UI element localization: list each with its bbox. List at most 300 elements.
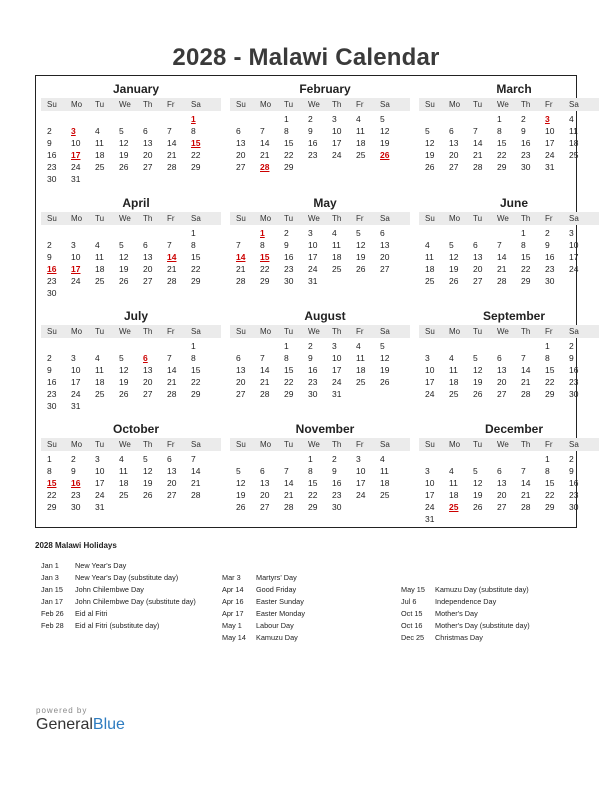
page-title: 2028 - Malawi Calendar <box>172 44 440 71</box>
holiday-item-date: Feb 26 <box>41 609 64 618</box>
day-cell: 22 <box>545 377 555 387</box>
day-cell: 7 <box>167 240 172 250</box>
holiday-item-date: May 15 <box>401 585 425 594</box>
day-cell <box>89 113 113 125</box>
day-cell: 10 <box>545 126 555 136</box>
weekday-label: Sa <box>380 440 390 449</box>
holiday-item-date: Oct 15 <box>401 609 423 618</box>
week-row <box>230 113 410 125</box>
holiday-item-name: Eid al Fitri (substitute day) <box>75 621 160 630</box>
day-cell <box>443 227 467 239</box>
week-row <box>41 453 221 465</box>
holiday-item-date: May 1 <box>222 621 242 630</box>
weekday-label: Th <box>521 100 531 109</box>
week-row <box>230 477 410 489</box>
day-cell: 3 <box>569 228 574 238</box>
week-row <box>41 364 221 376</box>
day-cell <box>467 113 491 125</box>
weekday-label: Tu <box>284 214 294 223</box>
weekday-label: Mo <box>71 327 83 336</box>
holiday-item-name: New Year's Day <box>75 561 127 570</box>
month-july <box>41 308 221 412</box>
day-cell: 1 <box>191 341 196 351</box>
day-cell: 14 <box>191 466 201 476</box>
day-cell: 16 <box>308 138 318 148</box>
day-cell: 16 <box>308 365 318 375</box>
day-cell: 12 <box>473 365 483 375</box>
week-row <box>41 239 221 251</box>
day-cell <box>419 113 443 125</box>
brand-tagline: powered by <box>36 706 88 715</box>
day-cell: 24 <box>71 389 81 399</box>
day-cell <box>515 513 539 525</box>
holiday-item <box>41 584 196 596</box>
week-row <box>419 477 599 489</box>
weekday-label: Sa <box>380 100 390 109</box>
holiday-date: 17 <box>71 264 81 274</box>
day-cell: 24 <box>71 162 81 172</box>
month-september <box>419 308 599 400</box>
weekday-label: We <box>497 440 509 449</box>
day-cell: 13 <box>143 252 153 262</box>
day-cell: 30 <box>308 389 318 399</box>
week-row <box>41 125 221 137</box>
day-cell: 17 <box>332 365 342 375</box>
holiday-item-name: Labour Day <box>256 621 294 630</box>
day-cell: 6 <box>167 454 172 464</box>
week-row <box>41 352 221 364</box>
day-cell: 30 <box>284 276 294 286</box>
day-cell: 25 <box>425 276 435 286</box>
weekday-header <box>230 98 410 111</box>
day-cell: 1 <box>191 228 196 238</box>
day-cell: 2 <box>569 341 574 351</box>
day-cell: 16 <box>284 252 294 262</box>
holiday-column <box>41 560 196 632</box>
week-row <box>41 251 221 263</box>
day-cell: 6 <box>236 126 241 136</box>
month-title: March <box>496 82 532 96</box>
day-cell: 31 <box>71 174 81 184</box>
holiday-column <box>222 572 305 644</box>
day-cell <box>137 340 161 352</box>
day-cell: 16 <box>332 478 342 488</box>
day-cell: 2 <box>71 454 76 464</box>
day-cell: 13 <box>236 138 246 148</box>
month-february <box>230 81 410 173</box>
day-cell <box>185 400 209 412</box>
holiday-item <box>222 584 305 596</box>
day-cell: 23 <box>569 377 579 387</box>
day-cell <box>278 453 302 465</box>
weekday-label: Fr <box>545 327 553 336</box>
day-cell: 12 <box>356 240 366 250</box>
month-october <box>41 421 221 513</box>
holidays-heading: 2028 Malawi Holidays <box>35 541 117 550</box>
day-cell: 11 <box>95 252 104 262</box>
day-cell <box>374 275 398 287</box>
holiday-date: 14 <box>236 252 246 262</box>
week-row <box>419 465 599 477</box>
holiday-date: 16 <box>47 264 57 274</box>
day-cell: 10 <box>356 466 366 476</box>
day-cell <box>161 173 185 185</box>
day-cell <box>443 453 467 465</box>
day-cell: 1 <box>521 228 526 238</box>
weekday-label: Tu <box>284 440 294 449</box>
day-cell: 11 <box>356 126 365 136</box>
day-cell <box>113 501 137 513</box>
weekday-label: Mo <box>449 327 461 336</box>
day-cell: 5 <box>143 454 148 464</box>
day-cell <box>185 501 209 513</box>
day-cell: 11 <box>95 365 104 375</box>
holiday-item-date: Apr 17 <box>222 609 244 618</box>
day-cell: 20 <box>236 377 246 387</box>
day-cell: 11 <box>449 365 458 375</box>
weekday-label: Th <box>143 440 153 449</box>
month-title: January <box>112 82 160 96</box>
week-row <box>419 251 599 263</box>
brand-name <box>36 716 125 734</box>
day-cell: 23 <box>521 150 531 160</box>
weekday-label: Th <box>143 214 153 223</box>
day-cell: 2 <box>521 114 526 124</box>
day-cell: 24 <box>545 150 555 160</box>
day-cell: 16 <box>521 138 531 148</box>
day-cell <box>230 453 254 465</box>
day-cell: 18 <box>119 478 129 488</box>
weekday-label: Fr <box>167 440 175 449</box>
weekday-header <box>41 212 221 225</box>
day-cell: 30 <box>521 162 531 172</box>
day-cell: 25 <box>95 162 105 172</box>
weekday-label: Tu <box>473 214 483 223</box>
day-cell: 14 <box>260 365 270 375</box>
day-cell <box>443 113 467 125</box>
day-cell: 12 <box>119 365 129 375</box>
day-cell: 18 <box>95 377 105 387</box>
day-cell <box>65 227 89 239</box>
holiday-item-date: Jan 3 <box>41 573 59 582</box>
day-cell <box>161 113 185 125</box>
day-cell: 8 <box>308 466 313 476</box>
weeks <box>419 113 599 173</box>
weekday-label: We <box>119 214 131 223</box>
holiday-date: 3 <box>545 114 550 124</box>
day-cell: 15 <box>191 252 201 262</box>
day-cell: 28 <box>521 389 531 399</box>
week-row <box>230 340 410 352</box>
day-cell: 28 <box>167 162 177 172</box>
weekday-label: We <box>497 327 509 336</box>
weekday-label: Sa <box>569 214 579 223</box>
day-cell: 17 <box>569 252 579 262</box>
day-cell: 27 <box>236 162 246 172</box>
day-cell <box>89 227 113 239</box>
weekday-label: Su <box>425 440 435 449</box>
day-cell: 23 <box>71 490 81 500</box>
day-cell: 19 <box>425 150 435 160</box>
week-row <box>41 477 221 489</box>
day-cell: 10 <box>95 466 105 476</box>
week-row <box>419 513 599 525</box>
weekday-label: Su <box>425 327 435 336</box>
day-cell <box>137 501 161 513</box>
holiday-item-name: Easter Sunday <box>256 597 304 606</box>
day-cell <box>254 113 278 125</box>
day-cell <box>443 513 467 525</box>
holiday-item-name: Mother's Day (substitute day) <box>435 621 530 630</box>
day-cell: 21 <box>260 150 270 160</box>
day-cell: 6 <box>497 466 502 476</box>
day-cell: 21 <box>497 264 507 274</box>
day-cell: 12 <box>380 353 390 363</box>
week-row <box>419 340 599 352</box>
day-cell: 3 <box>332 114 337 124</box>
day-cell: 21 <box>284 490 294 500</box>
day-cell <box>161 340 185 352</box>
weekday-label: Tu <box>95 327 105 336</box>
day-cell: 5 <box>119 240 124 250</box>
holiday-item-name: Kamuzu Day <box>256 633 298 642</box>
weekday-label: Mo <box>449 214 461 223</box>
holiday-item-date: Jan 17 <box>41 597 63 606</box>
holiday-item-date: Feb 28 <box>41 621 64 630</box>
day-cell: 23 <box>47 276 57 286</box>
month-title: November <box>295 422 355 436</box>
day-cell: 13 <box>497 478 507 488</box>
holiday-date: 16 <box>71 478 81 488</box>
day-cell: 13 <box>236 365 246 375</box>
weeks <box>230 453 410 513</box>
day-cell <box>185 173 209 185</box>
day-cell: 17 <box>425 377 435 387</box>
weekday-label: Mo <box>260 214 272 223</box>
month-title: July <box>123 309 148 323</box>
weekday-label: Fr <box>356 327 364 336</box>
day-cell: 9 <box>47 252 52 262</box>
day-cell: 26 <box>473 389 483 399</box>
day-cell <box>467 340 491 352</box>
day-cell: 21 <box>236 264 246 274</box>
day-cell <box>113 227 137 239</box>
day-cell: 30 <box>47 401 57 411</box>
day-cell: 18 <box>95 264 105 274</box>
day-cell: 21 <box>167 150 177 160</box>
day-cell <box>230 113 254 125</box>
day-cell: 20 <box>497 490 507 500</box>
day-cell: 10 <box>308 240 318 250</box>
day-cell: 13 <box>143 365 153 375</box>
day-cell: 18 <box>356 365 366 375</box>
day-cell: 5 <box>380 114 385 124</box>
day-cell: 10 <box>71 138 81 148</box>
day-cell: 29 <box>191 276 201 286</box>
day-cell: 10 <box>425 365 435 375</box>
weekday-label: Tu <box>284 327 294 336</box>
day-cell: 6 <box>380 228 385 238</box>
day-cell <box>563 275 587 287</box>
holiday-item <box>401 584 530 596</box>
day-cell <box>113 113 137 125</box>
day-cell: 2 <box>47 240 52 250</box>
weekday-label: Su <box>47 440 57 449</box>
day-cell: 25 <box>380 490 390 500</box>
day-cell <box>302 161 326 173</box>
day-cell <box>374 388 398 400</box>
day-cell: 9 <box>47 365 52 375</box>
day-cell: 7 <box>167 126 172 136</box>
day-cell <box>515 453 539 465</box>
day-cell: 14 <box>521 365 531 375</box>
day-cell: 20 <box>497 377 507 387</box>
day-cell: 18 <box>356 138 366 148</box>
day-cell: 4 <box>380 454 385 464</box>
month-june <box>419 195 599 287</box>
week-row <box>230 149 410 161</box>
day-cell <box>539 513 563 525</box>
weekday-label: We <box>497 214 509 223</box>
day-cell: 30 <box>332 502 342 512</box>
day-cell: 8 <box>284 126 289 136</box>
day-cell: 20 <box>143 377 153 387</box>
day-cell: 8 <box>521 240 526 250</box>
day-cell: 14 <box>167 365 177 375</box>
holiday-item <box>222 608 305 620</box>
day-cell: 15 <box>284 138 294 148</box>
week-row <box>41 263 221 275</box>
day-cell: 24 <box>569 264 579 274</box>
week-row <box>419 161 599 173</box>
weekday-label: Tu <box>473 100 483 109</box>
day-cell: 5 <box>236 466 241 476</box>
day-cell: 17 <box>332 138 342 148</box>
day-cell: 25 <box>119 490 129 500</box>
day-cell: 24 <box>332 377 342 387</box>
week-row <box>419 376 599 388</box>
day-cell <box>113 400 137 412</box>
week-row <box>41 465 221 477</box>
day-cell: 19 <box>143 478 153 488</box>
brand-logo[interactable] <box>36 705 125 734</box>
week-row <box>230 263 410 275</box>
day-cell: 4 <box>356 341 361 351</box>
day-cell <box>491 453 515 465</box>
weekday-label: Fr <box>356 100 364 109</box>
holiday-item-name: Independence Day <box>435 597 497 606</box>
day-cell: 3 <box>356 454 361 464</box>
holiday-item <box>401 608 530 620</box>
day-cell: 1 <box>284 114 289 124</box>
holiday-date: 3 <box>71 126 76 136</box>
day-cell: 4 <box>95 126 100 136</box>
day-cell: 6 <box>260 466 265 476</box>
day-cell <box>515 340 539 352</box>
week-row <box>41 275 221 287</box>
day-cell <box>419 340 443 352</box>
day-cell: 16 <box>545 252 555 262</box>
day-cell: 19 <box>380 138 390 148</box>
day-cell: 30 <box>47 174 57 184</box>
holiday-item <box>401 596 530 608</box>
week-row <box>419 364 599 376</box>
weekday-label: Fr <box>356 440 364 449</box>
day-cell: 29 <box>284 389 294 399</box>
day-cell: 29 <box>284 162 294 172</box>
day-cell: 19 <box>236 490 246 500</box>
day-cell: 22 <box>47 490 57 500</box>
day-cell <box>467 227 491 239</box>
weekday-header <box>230 212 410 225</box>
day-cell <box>374 501 398 513</box>
day-cell: 11 <box>356 353 365 363</box>
day-cell: 7 <box>236 240 241 250</box>
weekday-label: Th <box>521 440 531 449</box>
week-row <box>230 465 410 477</box>
weekday-label: Tu <box>473 327 483 336</box>
day-cell: 31 <box>95 502 105 512</box>
day-cell: 13 <box>167 466 177 476</box>
day-cell: 29 <box>545 502 555 512</box>
week-row <box>419 501 599 513</box>
weekday-header <box>230 438 410 451</box>
holiday-item <box>41 560 196 572</box>
day-cell: 28 <box>167 389 177 399</box>
day-cell: 19 <box>473 377 483 387</box>
holiday-item-name: New Year's Day (substitute day) <box>75 573 179 582</box>
day-cell: 17 <box>425 490 435 500</box>
day-cell: 3 <box>71 240 76 250</box>
day-cell: 17 <box>95 478 105 488</box>
day-cell: 29 <box>308 502 318 512</box>
day-cell: 7 <box>260 353 265 363</box>
day-cell: 26 <box>236 502 246 512</box>
day-cell: 4 <box>569 114 574 124</box>
day-cell: 4 <box>119 454 124 464</box>
day-cell: 5 <box>119 126 124 136</box>
day-cell: 25 <box>356 377 366 387</box>
day-cell: 12 <box>380 126 390 136</box>
day-cell: 8 <box>545 353 550 363</box>
day-cell: 9 <box>47 138 52 148</box>
weekday-label: Tu <box>95 440 105 449</box>
weekday-header <box>419 438 599 451</box>
day-cell <box>230 340 254 352</box>
day-cell: 12 <box>425 138 435 148</box>
day-cell: 21 <box>191 478 201 488</box>
day-cell: 17 <box>71 377 81 387</box>
day-cell: 29 <box>47 502 57 512</box>
day-cell: 14 <box>473 138 483 148</box>
week-row <box>41 489 221 501</box>
day-cell <box>419 453 443 465</box>
weekday-label: Su <box>47 327 57 336</box>
day-cell <box>113 340 137 352</box>
weekday-label: Su <box>47 214 57 223</box>
day-cell: 9 <box>521 126 526 136</box>
day-cell: 28 <box>167 276 177 286</box>
day-cell: 4 <box>449 353 454 363</box>
week-row <box>419 352 599 364</box>
holiday-item-date: Jan 15 <box>41 585 63 594</box>
weekday-label: Sa <box>569 100 579 109</box>
day-cell <box>41 340 65 352</box>
day-cell: 24 <box>332 150 342 160</box>
day-cell: 3 <box>95 454 100 464</box>
day-cell: 18 <box>449 490 459 500</box>
weekday-label: Fr <box>356 214 364 223</box>
